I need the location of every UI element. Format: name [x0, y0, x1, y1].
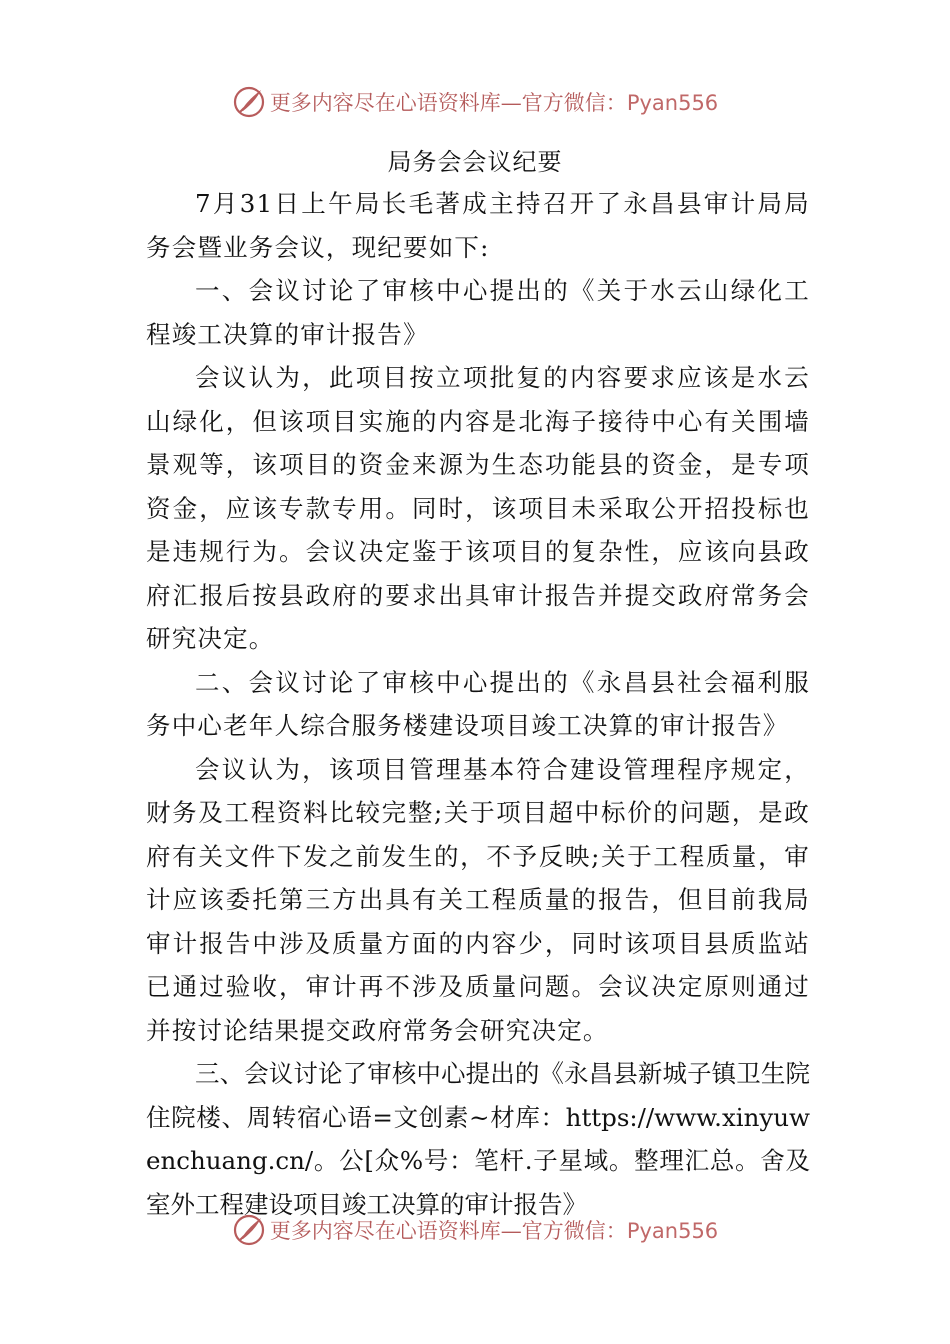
document-title: 局务会会议纪要 — [387, 148, 563, 176]
quill-logo-icon — [232, 85, 266, 119]
paragraph-item-1-heading: 一、会议讨论了审核中心提出的《关于水云山绿化工程竣工决算的审计报告》 — [146, 276, 810, 349]
banner-text: 更多内容尽在心语资料库—官方微信：Pyan556 — [269, 1219, 719, 1243]
paragraph-item-2-opinion: 会议认为，该项目管理基本符合建设管理程序规定，财务及工程资料比较完整;关于项目超中标价的问题，是政府有关文件下发之前发生的，不予反映;关于工程质量，审计应该委托第三方出具有关工程质量的报告，但目前我局审计报告中涉及质量方面的内容少，同时该项目县质监站已通过验收，审计再不涉及质量问题。会议决定原则通过并按讨论结果提交政府常务会研究决定。 — [146, 754, 810, 1045]
header-banner — [0, 80, 950, 124]
banner-account: Pyan556 — [626, 1219, 719, 1243]
banner-text: 更多内容尽在心语资料库—官方微信：Pyan556 — [269, 91, 719, 115]
banner-account: Pyan556 — [626, 91, 719, 115]
quill-logo-icon — [232, 1213, 266, 1247]
paragraph-item-3-heading: 三、会议讨论了审核中心提出的《永昌县新城子镇卫生院住院楼、周转宿心语=文创素~材库：https://www.xinyuwenchuang.cn/。公[众%号：笔杆.子星域。整理汇总。舍及室外工程建设项目竣工决算的审计报告》 — [146, 1059, 810, 1219]
paragraph-item-2-heading: 二、会议讨论了审核中心提出的《永昌县社会福利服务中心老年人综合服务楼建设项目竣工决算的审计报告》 — [146, 667, 810, 740]
paragraph-intro: 7月31日上午局长毛著成主持召开了永昌县审计局局务会暨业务会议，现纪要如下: — [146, 189, 810, 262]
paragraph-item-1-opinion: 会议认为，此项目按立项批复的内容要求应该是水云山绿化，但该项目实施的内容是北海子接待中心有关围墙景观等，该项目的资金来源为生态功能县的资金，是专项资金，应该专款专用。同时，该项目未采取公开招投标也是违规行为。会议决定鉴于该项目的复杂性，应该向县政府汇报后按县政府的要求出具审计报告并提交政府常务会研究决定。 — [146, 363, 810, 653]
document-body — [146, 182, 810, 1226]
footer-banner — [0, 1208, 950, 1252]
